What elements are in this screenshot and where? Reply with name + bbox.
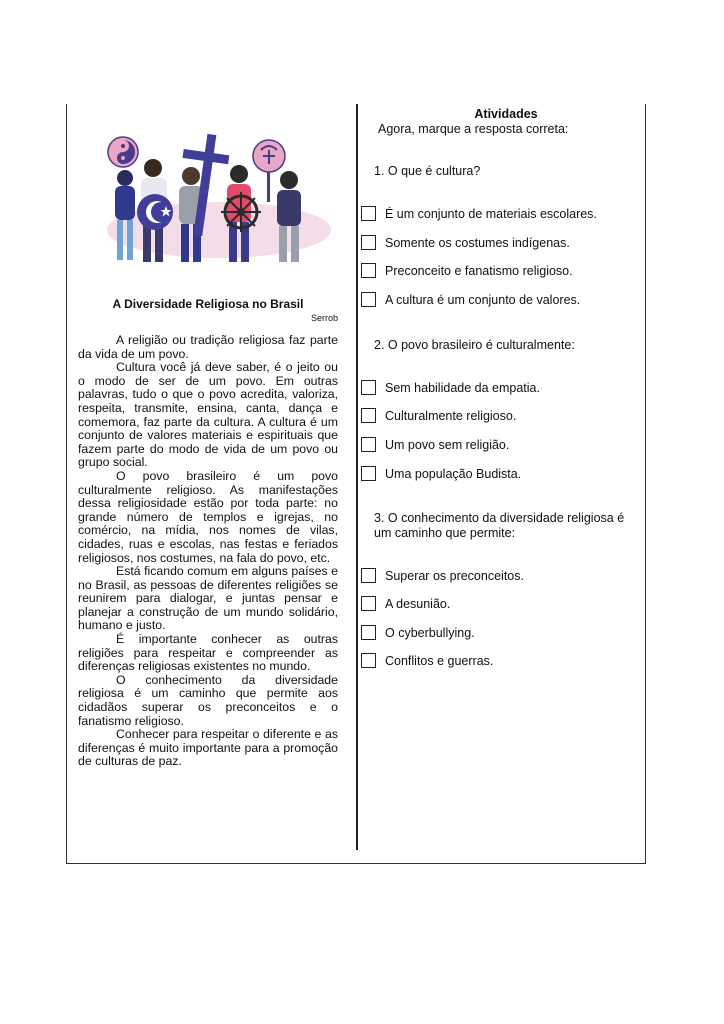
paragraph: É importante conhecer as outras religiões para respeitar e compreender as diferenças religiosas existentes no mundo.	[78, 632, 338, 674]
option-label: O cyberbullying.	[385, 625, 475, 640]
option-q1-b[interactable]	[361, 235, 570, 250]
article-title: A Diversidade Religiosa no Brasil	[112, 297, 304, 311]
dharma-wheel-icon	[221, 192, 261, 232]
paragraph: Conhecer para respeitar o diferente e as diferenças é muito importante para a promoção de culturas de paz.	[78, 727, 338, 769]
option-label: Uma população Budista.	[385, 466, 522, 481]
option-label: Culturalmente religioso.	[385, 408, 517, 423]
option-label: Preconceito e fanatismo religioso.	[385, 263, 573, 278]
option-q1-a[interactable]	[361, 206, 597, 221]
option-q2-b[interactable]	[361, 408, 516, 423]
checkbox[interactable]	[361, 380, 376, 395]
option-label: Conflitos e guerras.	[385, 653, 494, 668]
paragraph: A religião ou tradição religiosa faz parte da vida de um povo.	[78, 333, 338, 361]
article-author: Serrob	[310, 313, 338, 323]
article-body	[78, 334, 338, 769]
question-1: 1. O que é cultura?	[374, 164, 481, 178]
checkbox[interactable]	[361, 235, 376, 250]
option-label: A desunião.	[385, 596, 451, 611]
option-label: A cultura é um conjunto de valores.	[385, 292, 581, 307]
checkbox[interactable]	[361, 653, 376, 668]
star-crescent-icon	[137, 194, 173, 230]
option-q2-a[interactable]	[361, 380, 540, 395]
option-q3-a[interactable]	[361, 568, 524, 583]
option-q1-d[interactable]	[361, 292, 580, 307]
option-label: Sem habilidade da empatia.	[385, 380, 540, 395]
option-q1-c[interactable]	[361, 263, 573, 278]
option-q2-c[interactable]	[361, 437, 509, 452]
paragraph: O povo brasileiro é um povo culturalmente religioso. As manifestações dessa religiosidade estão por toda parte: no grande número de templos e igrejas, no comércio, na mídia, nos nomes de vilas, cidades, ruas e escolas, nas festas e feriados religiosos, nos costumes, na fala do povo, etc.	[78, 468, 338, 565]
checkbox[interactable]	[361, 263, 376, 278]
religious-diversity-illustration	[103, 120, 335, 272]
checkbox[interactable]	[361, 408, 376, 423]
activities-instruction: Agora, marque a resposta correta:	[378, 122, 569, 136]
checkbox[interactable]	[361, 466, 376, 481]
checkbox[interactable]	[361, 437, 376, 452]
column-divider	[356, 104, 358, 850]
checkbox[interactable]	[361, 568, 376, 583]
yin-yang-icon	[108, 137, 138, 167]
option-q2-d[interactable]	[361, 466, 521, 481]
option-q3-b[interactable]	[361, 596, 450, 611]
paragraph: Cultura você já deve saber, é o jeito ou o modo de ser de um povo. Em outras palavras, tudo o que o povo acredita, valoriza, respeita, transmite, ensina, canta, dança e comemora, faz parte da cultura. A cultura é um conjunto de valores materiais e espirituais que fazem parte do modo de vida de um povo ou grupo social.	[78, 360, 338, 470]
checkbox[interactable]	[361, 292, 376, 307]
option-label: É um conjunto de materiais escolares.	[385, 206, 597, 221]
activities-title: Atividades	[474, 107, 538, 121]
option-q3-d[interactable]	[361, 653, 493, 668]
paragraph: O conhecimento da diversidade religiosa é um caminho que permite aos cidadãos superar os preconceitos e o fanatismo religioso.	[78, 672, 338, 728]
paragraph: Está ficando comum em alguns países e no Brasil, as pessoas de diferentes religiões se reunirem para dialogar, e juntas pensar e planejar a construção de um mundo solidário, humano e justo.	[78, 564, 338, 633]
checkbox[interactable]	[361, 206, 376, 221]
question-2: 2. O povo brasileiro é culturalmente:	[374, 338, 575, 352]
option-label: Um povo sem religião.	[385, 437, 510, 452]
option-label: Superar os preconceitos.	[385, 568, 524, 583]
option-q3-c[interactable]	[361, 625, 475, 640]
checkbox[interactable]	[361, 596, 376, 611]
checkbox[interactable]	[361, 625, 376, 640]
option-label: Somente os costumes indígenas.	[385, 235, 570, 250]
question-3: 3. O conhecimento da diversidade religiosa é um caminho que permite:	[374, 511, 625, 540]
